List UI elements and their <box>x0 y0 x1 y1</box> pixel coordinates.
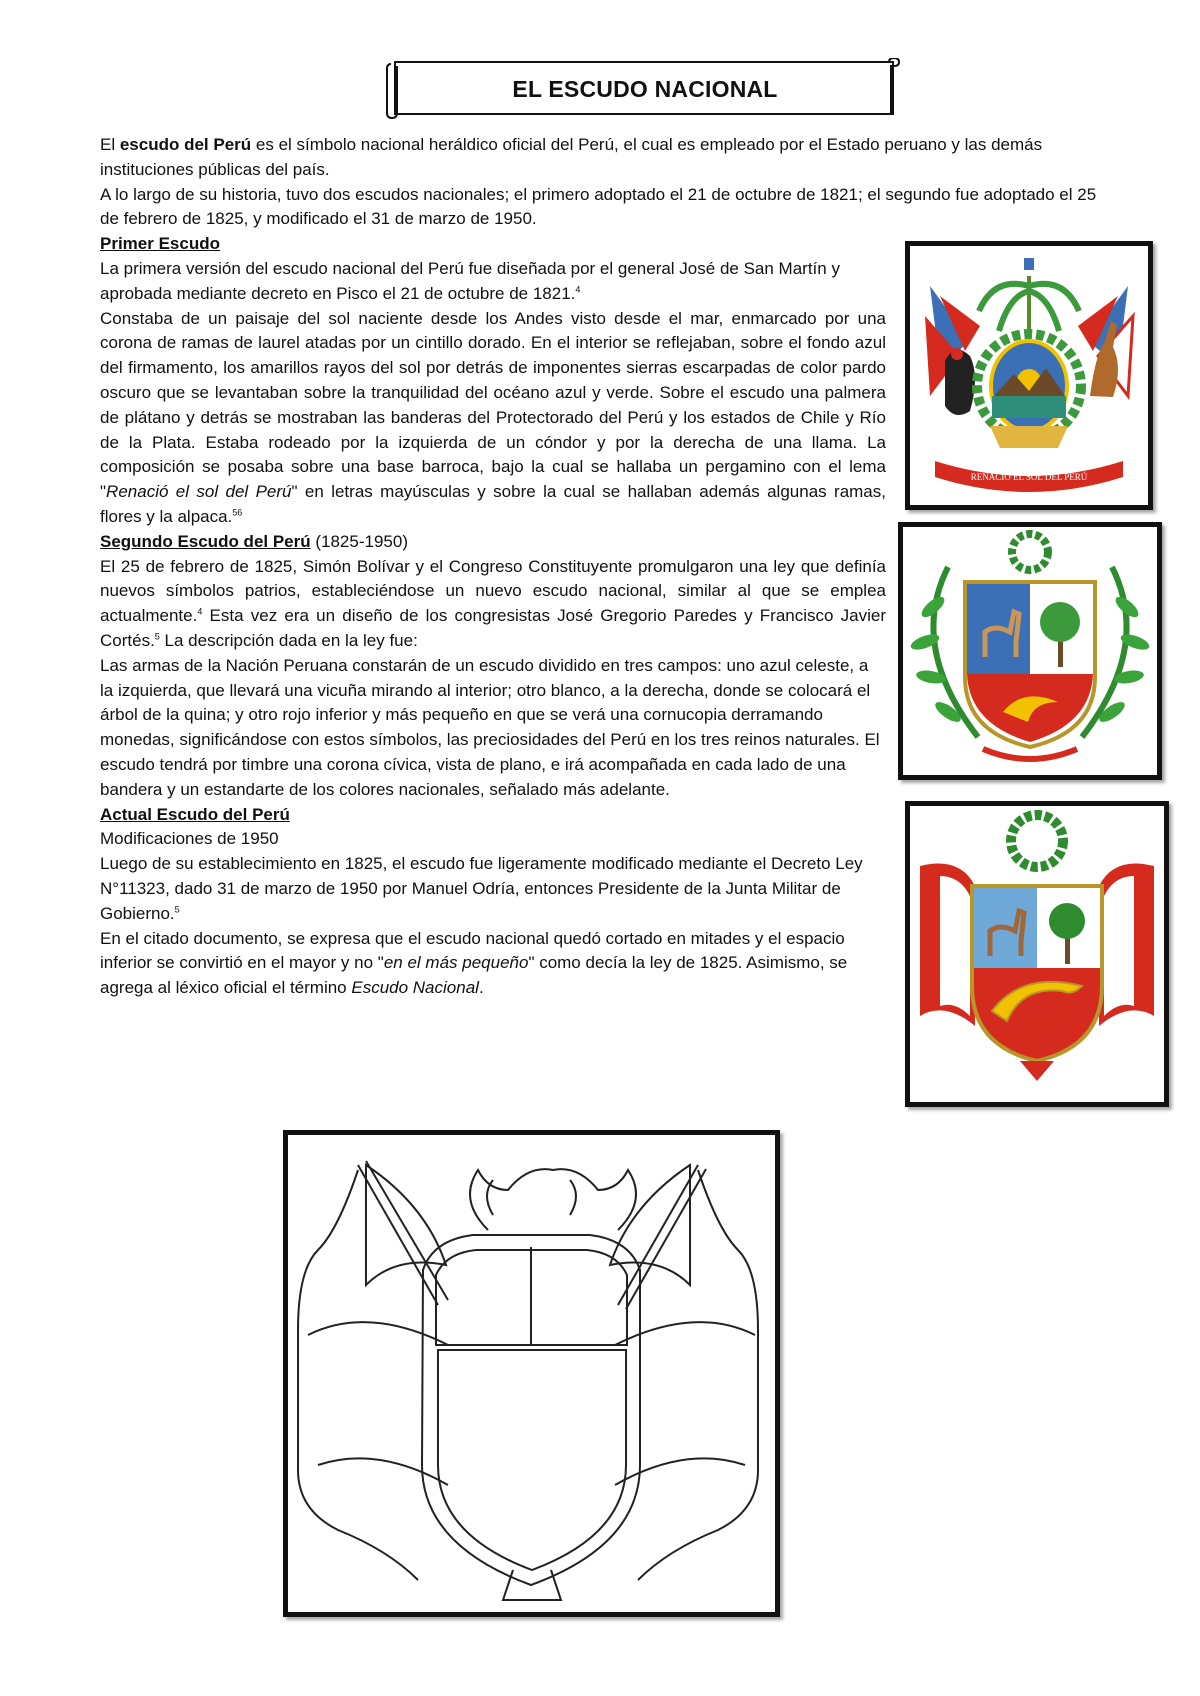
actual-paragraph-2: En el citado documento, se expresa que el escudo nacional quedó cortado en mitades y el espacio inferior se convirtió en el mayor y no "en el más pequeño" como decía la ley de 1825. Asimismo, se agrega al léxico oficial el término Escudo Nacional. <box>100 928 848 998</box>
segundo-paragraph-2: Las armas de la Nación Peruana constarán de un escudo dividido en tres campos: uno azul celeste, a la izquierda, que llevará una vicuña mirando al interior; otro blanco, a la derecha, donde se colocará el árbol de la quina; y otro rojo inferior y más pequeño en que se verá una cornucopia derramando monedas, significándose con estos símbolos, las preciosidades del Perú en los tres reinos naturales. El escudo tendrá por timbre una corona cívica, vista de plano, e irá acompañada en cada lado de una bandera y un estandarte de los colores nacionales, señalado más adelante. <box>100 655 880 799</box>
first-coat-of-arms-illustration <box>910 246 1148 505</box>
current-coat-of-arms-image <box>905 801 1169 1107</box>
heading-actual-escudo: Actual Escudo del Perú <box>100 804 290 824</box>
second-coat-of-arms-illustration <box>903 527 1157 775</box>
coloring-outline-image <box>283 1130 780 1617</box>
coloring-outline-illustration <box>288 1135 775 1612</box>
intro-paragraph-2: A lo largo de su historia, tuvo dos escudos nacionales; el primero adoptado el 21 de octubre de 1821; el segundo fue adoptado el 25 de febrero de 1825, y modificado el 31 de marzo de 1950. <box>100 184 1097 229</box>
intro-paragraph-1: El escudo del Perú es el símbolo nacional heráldico oficial del Perú, el cual es empleado por el Estado peruano y las demás instituciones públicas del país. <box>100 135 1043 179</box>
primer-paragraph-2: Constaba de un paisaje del sol naciente desde los Andes visto desde el mar, enmarcado por una corona de ramas de laurel atadas por un cintillo dorado. En el interior se reflejaban, sobre el fondo azul del firmamento, los amarillos rayos del sol por detrás de imponentes sierras escarpadas de color pardo oscuro que se levantaban sobre la tranquilidad del océano azul y verde. Sobre el escudo una palmera de plátano y detrás se mostraban las banderas del Protectorado del Perú y los estados de Chile y Río de la Plata. Estaba rodeado por la izquierda de un cóndor y por la derecha de una llama. La composición se posaba sobre una base barroca, bajo la cual se hallaba un pergamino con el lema "Renació el sol del Perú" en letras mayúsculas y sobre la cual se hallaban además algunas ramas, flores y la alpaca.$^{56}$ <box>100 308 886 526</box>
primer-paragraph-1: La primera versión del escudo nacional del Perú fue diseñada por el general José de San Martín y aprobada mediante decreto en Pisco el 21 de octubre de 1821.$^4$ <box>100 258 840 303</box>
first-motto-text: RENACIÓ EL SOL DEL PERÚ <box>970 472 1088 482</box>
page-title: EL ESCUDO NACIONAL <box>512 75 778 102</box>
current-coat-of-arms-illustration <box>910 806 1164 1102</box>
actual-subheading: Modificaciones de 1950 <box>100 829 279 849</box>
segundo-paragraph-1: El 25 de febrero de 1825, Simón Bolívar y el Congreso Constituyente promulgaron una ley que definía nuevos símbolos patrios, estableciéndose un nuevo escudo nacional, similar al que se emplea actualmente.$^4$ Esta vez era un diseño de los congresistas José Gregorio Paredes y Francisco Javier Cortés.$^5$ La descripción dada en la ley fue: <box>100 556 886 650</box>
first-coat-of-arms-image <box>905 241 1153 510</box>
current-shield-section <box>100 803 886 1001</box>
second-shield-section <box>100 530 886 803</box>
second-coat-of-arms-image <box>898 522 1162 780</box>
first-shield-section <box>100 232 886 530</box>
heading-primer-escudo: Primer Escudo <box>100 234 220 254</box>
actual-paragraph-1: Luego de su establecimiento en 1825, el escudo fue ligeramente modificado mediante el Decreto Ley N°11323, dado 31 de marzo de 1950 por Manuel Odría, entonces Presidente de la Junta Militar de Gobierno.$^5$ <box>100 854 863 923</box>
heading-segundo-escudo: Segundo Escudo del Perú (1825-1950) <box>100 531 408 551</box>
title-banner <box>385 58 905 120</box>
